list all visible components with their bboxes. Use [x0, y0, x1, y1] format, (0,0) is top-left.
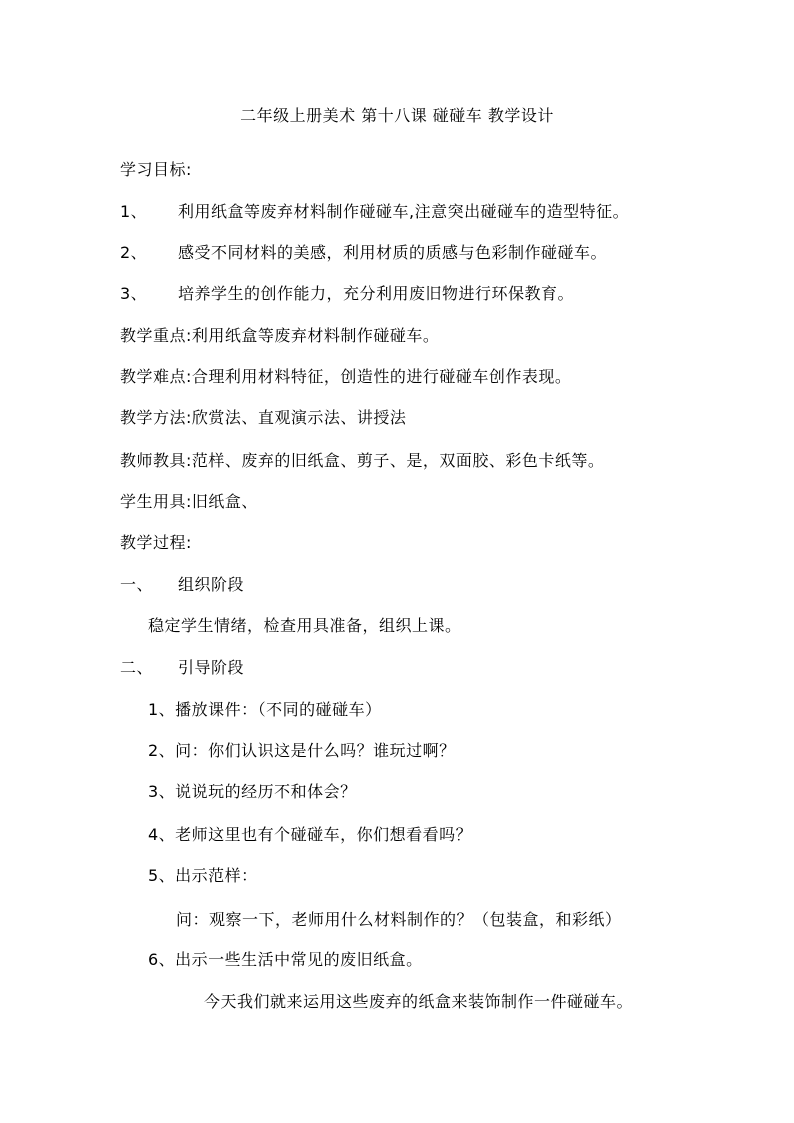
stage-text: 稳定学生情绪，检查用具准备，组织上课。: [148, 616, 462, 635]
objective-number: 2、: [120, 243, 148, 262]
objective-item: [120, 243, 607, 263]
objective-item: [120, 284, 574, 304]
key-point: 教学重点:利用纸盒等废弃材料制作碰碰车。: [120, 326, 440, 345]
step-item: 5、出示范样：: [148, 866, 258, 885]
objective-text: 利用纸盒等废弃材料制作碰碰车,注意突出碰碰车的造型特征。: [178, 202, 630, 221]
process-heading: 教学过程:: [120, 533, 192, 552]
stage-label: 引导阶段: [178, 658, 245, 677]
objective-number: 3、: [120, 284, 148, 303]
objectives-heading: 学习目标:: [120, 160, 192, 179]
student-tools: 学生用具:旧纸盒、: [120, 492, 258, 511]
objective-text: 培养学生的创作能力，充分利用废旧物进行环保教育。: [178, 284, 575, 303]
objective-item: [120, 202, 629, 222]
teaching-method: 教学方法:欣赏法、直观演示法、讲授法: [120, 408, 407, 427]
objective-text: 感受不同材料的美感，利用材质的质感与色彩制作碰碰车。: [178, 243, 608, 262]
document-title: 二年级上册美术 第十八课 碰碰车 教学设计: [240, 106, 554, 125]
objective-number: 1、: [120, 202, 148, 221]
step-item: 1、播放课件：（不同的碰碰车）: [148, 700, 382, 719]
step-item: 3、说说玩的经历不和体会？: [148, 782, 357, 801]
step-item: 4、老师这里也有个碰碰车，你们想看看吗？: [148, 825, 473, 844]
stage-heading: [120, 575, 244, 595]
step-item: 6、出示一些生活中常见的废旧纸盒。: [148, 950, 423, 969]
stage-label: 组织阶段: [178, 575, 245, 594]
closing-text: 今天我们就来运用这些废弃的纸盒来装饰制作一件碰碰车。: [204, 992, 634, 1011]
teacher-tools: 教师教具:范样、废弃的旧纸盒、剪子、是，双面胶、彩色卡纸等。: [120, 451, 605, 470]
difficulty: 教学难点:合理利用材料特征，创造性的进行碰碰车创作表现。: [120, 367, 572, 386]
stage-number: 一、: [120, 575, 154, 594]
stage-heading: [120, 658, 244, 678]
question-text: 问：观察一下，老师用什么材料制作的？（包装盒，和彩纸）: [176, 910, 622, 929]
stage-number: 二、: [120, 658, 154, 677]
step-item: 2、问：你们认识这是什么吗？谁玩过啊？: [148, 741, 456, 760]
